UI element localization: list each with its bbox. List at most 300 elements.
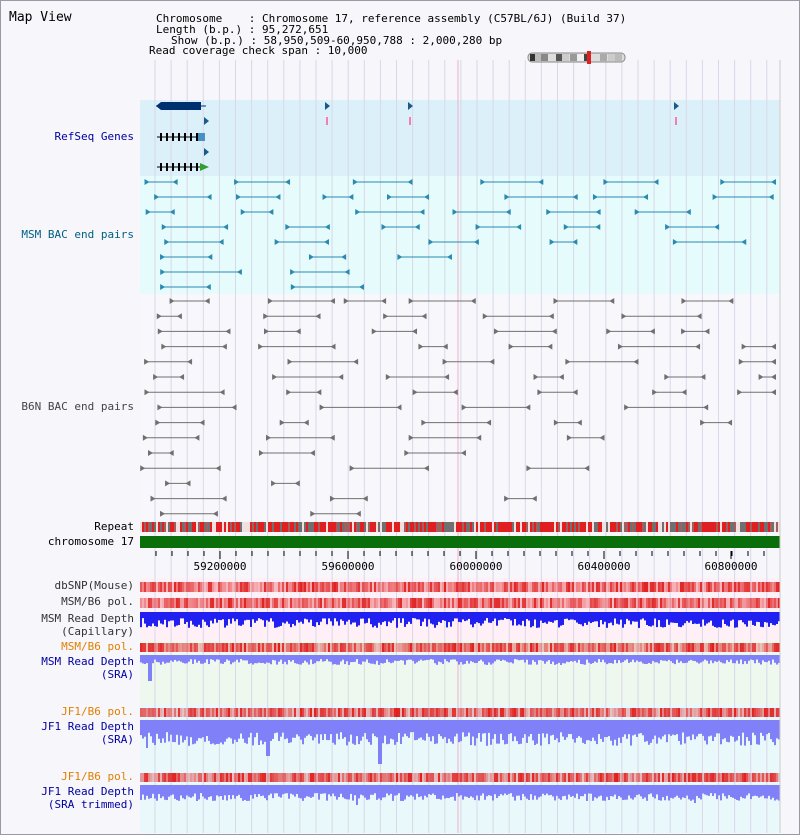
jf1-b6-pol2-heat-cell [384,773,386,782]
jf1-sra-depth-bar [390,720,392,739]
msm-capillary-depth-bar [564,612,566,619]
jf1-trimmed-depth-bar [618,785,620,796]
msm-b6-pol-heat-cell [156,598,158,608]
jf1-b6-pol2-heat-cell [774,773,776,782]
msm-sra-depth-bar [412,655,414,661]
msm-capillary-depth-bar [670,612,672,622]
msm-b6-pol-heat-cell [240,598,242,608]
jf1-b6-pol2-heat-cell [560,773,562,782]
jf1-trimmed-depth-bar [214,785,216,801]
jf1-b6-pol2-heat-cell [448,773,450,782]
msm-b6-pol-heat-cell [372,598,374,608]
msm-capillary-depth-bar [512,612,514,625]
msm-capillary-depth-bar [616,612,618,624]
jf1-b6-pol-heat-cell [252,708,254,717]
msm-b6-pol-heat-cell [716,598,718,608]
jf1-b6-pol2-heat-cell [536,773,538,782]
jf1-trimmed-depth-bar [288,785,290,799]
jf1-sra-depth-bar [546,720,548,734]
msm-b6-pol-heat-cell [450,598,452,608]
dbsnp-heat-cell [668,582,670,592]
jf1-b6-pol2-heat-cell [462,773,464,782]
jf1-b6-pol-heat-cell [178,708,180,717]
msm-sra-depth-bar [426,655,428,660]
jf1-b6-pol2-heat-cell [706,773,708,782]
chromosome-bar [140,536,780,548]
jf1-b6-pol2-heat-cell [372,773,374,782]
jf1-sra-depth-bar [212,720,214,743]
dbsnp-heat-cell [168,582,170,592]
repeat-segment [334,522,336,532]
jf1-trimmed-depth-bar [638,785,640,794]
msm-b6-pol-heat-cell [634,598,636,608]
jf1-trimmed-depth-bar [178,785,180,801]
msm-b6-pol2-heat-cell [616,643,618,652]
msm-sra-depth-bar [550,655,552,664]
ideogram-band [577,54,584,61]
jf1-b6-pol2-heat-cell [650,773,652,782]
jf1-b6-pol-heat-cell [730,708,732,717]
repeat-segment [362,522,364,532]
jf1-trimmed-depth-bar [662,785,664,797]
msm-b6-pol-heat-cell [774,598,776,608]
jf1-sra-depth-bar [358,720,360,744]
dbsnp-heat-cell [306,582,308,592]
jf1-sra-depth-bar [460,720,462,741]
jf1-b6-pol2-heat-cell [606,773,608,782]
jf1-b6-pol2-heat-cell [592,773,594,782]
msm-b6-pol2-heat-cell [648,643,650,652]
dbsnp-heat-cell [234,582,236,592]
dbsnp-heat-cell [180,582,182,592]
msm-b6-pol2-heat-cell [738,643,740,652]
msm-b6-pol2-heat-cell [458,643,460,652]
msm-capillary-depth-bar [278,612,280,627]
dbsnp-heat-cell [442,582,444,592]
msm-sra-depth-bar [502,655,504,660]
msm-capillary-depth-bar [552,612,554,623]
jf1-b6-pol-heat-cell [204,708,206,717]
repeat-segment [226,522,228,532]
repeat-segment [576,522,578,532]
dbsnp-heat-cell [692,582,694,592]
jf1-b6-pol2-heat-cell [356,773,358,782]
dbsnp-heat-cell [324,582,326,592]
msm-b6-pol-heat-cell [620,598,622,608]
jf1-sra-depth-bar [304,720,306,738]
msm-sra-depth-bar [528,655,530,665]
jf1-b6-pol-heat-cell [512,708,514,717]
dbsnp-heat-cell [434,582,436,592]
repeat-segment [378,522,380,532]
msm-sra-depth-bar [280,655,282,660]
msm-b6-pol2-heat-cell [400,643,402,652]
msm-b6-pol2-heat-cell [564,643,566,652]
dbsnp-heat-cell [172,582,174,592]
dbsnp-heat-cell [284,582,286,592]
msm-sra-depth-bar [542,655,544,661]
msm-sra-depth-bar [246,655,248,660]
dbsnp-heat-cell [226,582,228,592]
jf1-b6-pol-heat-cell [368,708,370,717]
jf1-b6-pol-heat-cell [416,708,418,717]
msm-b6-pol-heat-cell [188,598,190,608]
msm-capillary-depth-bar [532,612,534,626]
msm-capillary-depth-bar [338,612,340,626]
msm-capillary-depth-bar [150,612,152,626]
msm-b6-pol-heat-cell [406,598,408,608]
jf1-b6-pol-heat-cell [656,708,658,717]
msm-sra-depth-bar [336,655,338,665]
jf1-trimmed-depth-bar [704,785,706,794]
msm-sra-depth-bar [726,655,728,660]
jf1-trimmed-depth-bar [680,785,682,800]
jf1-b6-pol-heat-cell [230,708,232,717]
msm-capillary-depth-bar [632,612,634,621]
jf1-b6-pol-heat-cell [750,708,752,717]
msm-b6-pol2-heat-cell [554,643,556,652]
jf1-trimmed-depth-bar [446,785,448,798]
msm-b6-pol-heat-cell [288,598,290,608]
msm-sra-depth-bar [356,655,358,659]
jf1-b6-pol2-heat-cell [300,773,302,782]
jf1-b6-pol2-heat-cell [336,773,338,782]
repeat-segment [678,522,680,532]
jf1-sra-depth-bar [654,720,656,736]
dbsnp-heat-cell [754,582,756,592]
jf1-b6-pol-heat-cell [592,708,594,717]
jf1-b6-pol2-heat-cell [444,773,446,782]
msm-sra-depth-bar [366,655,368,659]
msm-b6-pol-heat-cell [696,598,698,608]
msm-b6-pol-heat-cell [382,598,384,608]
msm-sra-depth-bar [642,655,644,663]
jf1-trimmed-depth-bar [364,785,366,798]
jf1-b6-pol-heat-cell [314,708,316,717]
msm-capillary-depth-bar [696,612,698,624]
msm-b6-pol2-heat-cell [202,643,204,652]
jf1-trimmed-depth-bar [352,785,354,801]
jf1-trimmed-depth-bar [500,785,502,794]
dbsnp-heat-cell [654,582,656,592]
jf1-sra-depth-bar [202,720,204,737]
msm-capillary-depth-bar [210,612,212,621]
repeat-segment [706,522,708,532]
msm-b6-pol2-heat-cell [226,643,228,652]
dbsnp-heat-cell [190,582,192,592]
msm-sra-depth-bar [152,655,154,663]
jf1-b6-pol-heat-cell [336,708,338,717]
msm-capillary-depth-bar [442,612,444,620]
msm-b6-pol-heat-cell [252,598,254,608]
msm-sra-depth-bar [350,655,352,662]
msm-sra-depth-bar [548,655,550,660]
msm-sra-depth-bar [438,655,440,662]
repeat-segment [650,522,652,532]
msm-b6-pol-heat-cell [598,598,600,608]
msm-b6-pol-heat-cell [262,598,264,608]
jf1-trimmed-depth-bar [542,785,544,794]
jf1-trimmed-depth-bar [598,785,600,796]
msm-capillary-depth-bar [482,612,484,624]
repeat-segment [570,522,572,532]
msm-capillary-depth-bar [348,612,350,620]
msm-b6-pol2-heat-cell [532,643,534,652]
msm-b6-pol2-heat-cell [684,643,686,652]
jf1-b6-pol-heat-cell [678,708,680,717]
msm-capillary-depth-bar [758,612,760,622]
dbsnp-heat-cell [396,582,398,592]
jf1-b6-pol-heat-cell [236,708,238,717]
msm-b6-pol-heat-cell [390,598,392,608]
repeat-segment [760,522,762,532]
msm-b6-pol2-heat-cell [478,643,480,652]
jf1-b6-pol2-heat-cell [312,773,314,782]
msm-capillary-depth-bar [320,612,322,622]
msm-capillary-depth-bar [446,612,448,627]
jf1-trimmed-depth-bar [234,785,236,799]
jf1-b6-pol-heat-cell [552,708,554,717]
jf1-b6-pol2-heat-cell [688,773,690,782]
jf1-b6-pol2-heat-cell [420,773,422,782]
jf1-sra-depth-bar [718,720,720,733]
jf1-sra-depth-bar [720,720,722,744]
msm-capillary-depth-bar [610,612,612,623]
dbsnp-heat-cell [542,582,544,592]
jf1-sra-depth-bar [740,720,742,745]
msm-capillary-depth-bar [330,612,332,621]
jf1-b6-pol-heat-cell [276,708,278,717]
jf1-trimmed-depth-bar [510,785,512,793]
msm-b6-pol-heat-cell [578,598,580,608]
msm-b6-pol-heat-cell [544,598,546,608]
msm-sra-depth-bar [254,655,256,663]
repeat-segment [430,522,432,532]
jf1-sra-depth-bar [576,720,578,738]
jf1-b6-pol2-heat-cell [636,773,638,782]
jf1-trimmed-depth-bar [394,785,396,796]
jf1-b6-pol2-heat-cell [684,773,686,782]
dbsnp-heat-cell [198,582,200,592]
msm-sra-depth-bar [406,655,408,660]
ideogram-band [570,54,577,61]
msm-b6-pol-heat-cell [710,598,712,608]
dbsnp-heat-cell [164,582,166,592]
msm-capillary-depth-bar [736,612,738,627]
dbsnp-heat-cell [452,582,454,592]
msm-b6-pol-heat-cell [692,598,694,608]
msm-sra-depth-bar [630,655,632,662]
msm-b6-pol2-heat-cell [494,643,496,652]
jf1-trimmed-depth-bar [428,785,430,794]
dbsnp-heat-cell [346,582,348,592]
msm-capillary-depth-bar [726,612,728,626]
jf1-sra-depth-bar [328,720,330,740]
msm-sra-depth-bar [722,655,724,663]
msm-b6-pol-heat-cell [708,598,710,608]
repeat-segment [280,522,282,532]
dbsnp-heat-cell [184,582,186,592]
jf1-sra-depth-bar [600,720,602,739]
msm-capillary-depth-bar [470,612,472,625]
msm-capillary-depth-bar [776,612,778,624]
jf1-b6-pol2-heat-cell [252,773,254,782]
msm-b6-pol2-heat-cell [294,643,296,652]
msm-sra-depth-bar [678,655,680,663]
jf1-b6-pol2-heat-cell [726,773,728,782]
msm-sra-depth-bar [768,655,770,661]
msm-b6-pol2-heat-cell [350,643,352,652]
jf1-b6-pol-heat-cell [162,708,164,717]
repeat-segment [158,522,160,532]
jf1-b6-pol-heat-cell [182,708,184,717]
msm-b6-pol2-heat-cell [586,643,588,652]
msm-b6-pol2-heat-cell [198,643,200,652]
jf1-b6-pol2-heat-cell [330,773,332,782]
msm-b6-pol2-heat-cell [274,643,276,652]
jf1-b6-pol2-heat-cell [382,773,384,782]
repeat-segment [146,522,148,532]
jf1-trimmed-depth-bar [240,785,242,798]
msm-b6-pol-heat-cell [148,598,150,608]
msm-b6-pol2-heat-cell [188,643,190,652]
msm-b6-pol2-heat-cell [382,643,384,652]
jf1-b6-pol-heat-cell [188,708,190,717]
dbsnp-heat-cell [276,582,278,592]
msm-sra-depth-bar [658,655,660,663]
jf1-trimmed-depth-bar [684,785,686,798]
dbsnp-heat-cell [520,582,522,592]
jf1-trimmed-depth-bar [150,785,152,798]
jf1-sra-depth-bar [628,720,630,734]
dbsnp-heat-cell [732,582,734,592]
msm-sra-depth-bar [554,655,556,665]
dbsnp-heat-cell [650,582,652,592]
msm-capillary-depth-bar [238,612,240,625]
msm-b6-pol2-heat-cell [590,643,592,652]
msm-b6-pol-heat-cell [318,598,320,608]
msm-b6-pol-heat-cell [144,598,146,608]
dbsnp-heat-cell [298,582,300,592]
msm-b6-pol-heat-cell [740,598,742,608]
msm-capillary-depth-bar [202,612,204,620]
msm-sra-depth-bar [354,655,356,662]
jf1-b6-pol-heat-cell [760,708,762,717]
page-title: Map View [9,10,72,25]
dbsnp-heat-cell [214,582,216,592]
msm-b6-pol-heat-cell [502,598,504,608]
dbsnp-heat-cell [748,582,750,592]
msm-b6-pol-heat-cell [500,598,502,608]
msm-sra-depth-bar [632,655,634,660]
msm-sra-depth-bar [300,655,302,665]
jf1-trimmed-depth-bar [222,785,224,800]
jf1-trimmed-depth-bar [532,785,534,800]
jf1-b6-pol-heat-cell [658,708,660,717]
jf1-sra-depth-bar [176,720,178,735]
dbsnp-heat-cell [532,582,534,592]
msm-b6-pol-heat-cell [402,598,404,608]
jf1-b6-pol2-heat-cell [544,773,546,782]
jf1-b6-pol-heat-cell [632,708,634,717]
jf1-b6-pol-heat-cell [522,708,524,717]
jf1-trimmed-depth-bar [172,785,174,794]
msm-b6-pol2-heat-cell [750,643,752,652]
jf1-b6-pol2-heat-cell [678,773,680,782]
msm-b6-pol2-heat-cell [756,643,758,652]
jf1-b6-pol-heat-cell [568,708,570,717]
msm-capillary-depth-bar [586,612,588,625]
jf1-b6-pol2-heat-cell [548,773,550,782]
jf1-b6-pol-heat-cell [488,708,490,717]
jf1-sra-depth-bar [434,720,436,744]
jf1-b6-pol-heat-cell [456,708,458,717]
jf1-b6-pol-heat-cell [498,708,500,717]
jf1-sra-depth-bar [506,720,508,744]
dbsnp-heat-cell [500,582,502,592]
jf1-sra-depth-bar [578,720,580,736]
jf1-sra-depth-bar [712,720,714,741]
jf1-trimmed-depth-bar [448,785,450,798]
repeat-segment [284,522,286,532]
jf1-b6-pol-heat-cell [628,708,630,717]
dbsnp-heat-cell [772,582,774,592]
repeat-segment [674,522,676,532]
msm-b6-pol2-heat-cell [714,643,716,652]
msm-capillary-depth-bar [436,612,438,625]
axis-tick-label: 60800000 [704,560,758,573]
jf1-sra-depth-bar [316,720,318,734]
msm-capillary-depth-bar [534,612,536,620]
chromosome-info: Chromosome : Chromosome 17, reference assembly (C57BL/6J) (Build 37) [156,12,627,25]
msm-capillary-depth-bar [490,612,492,623]
msm-b6-pol2-heat-cell [502,643,504,652]
jf1-trimmed-depth-bar [494,785,496,794]
msm-capillary-depth-bar [258,612,260,618]
jf1-b6-pol2-heat-cell [634,773,636,782]
jf1-trimmed-depth-bar [320,785,322,794]
msm-capillary-depth-bar [604,612,606,622]
jf1-trimmed-depth-bar [710,785,712,793]
jf1-sra-depth-bar [442,720,444,739]
jf1-sra-depth-bar [620,720,622,743]
msm-sra-depth-bar [142,655,144,663]
msm-b6-pol-heat-cell [296,598,298,608]
dbsnp-heat-cell [428,582,430,592]
dbsnp-heat-cell [242,582,244,592]
msm-sra-depth-bar [166,655,168,663]
repeat-segment [644,522,646,532]
msm-b6-pol2-heat-cell [414,643,416,652]
dbsnp-heat-cell [192,582,194,592]
jf1-b6-pol2-heat-cell [460,773,462,782]
jf1-trimmed-depth-bar [648,785,650,794]
jf1-b6-pol2-heat-cell [310,773,312,782]
jf1-sra-depth-bar [412,720,414,732]
jf1-trimmed-depth-bar [570,785,572,797]
jf1-b6-pol-heat-cell [640,708,642,717]
jf1-b6-pol-heat-cell [298,708,300,717]
msm-b6-pol-heat-cell [354,598,356,608]
msm-capillary-depth-bar [302,612,304,624]
jf1-b6-pol2-heat-cell [768,773,770,782]
repeat-segment [520,522,522,532]
msm-b6-pol-heat-cell [576,598,578,608]
msm-capillary-depth-bar [752,612,754,625]
msm-sra-depth-bar [756,655,758,660]
jf1-sra-depth-bar [306,720,308,736]
msm-b6-pol2-heat-cell [396,643,398,652]
